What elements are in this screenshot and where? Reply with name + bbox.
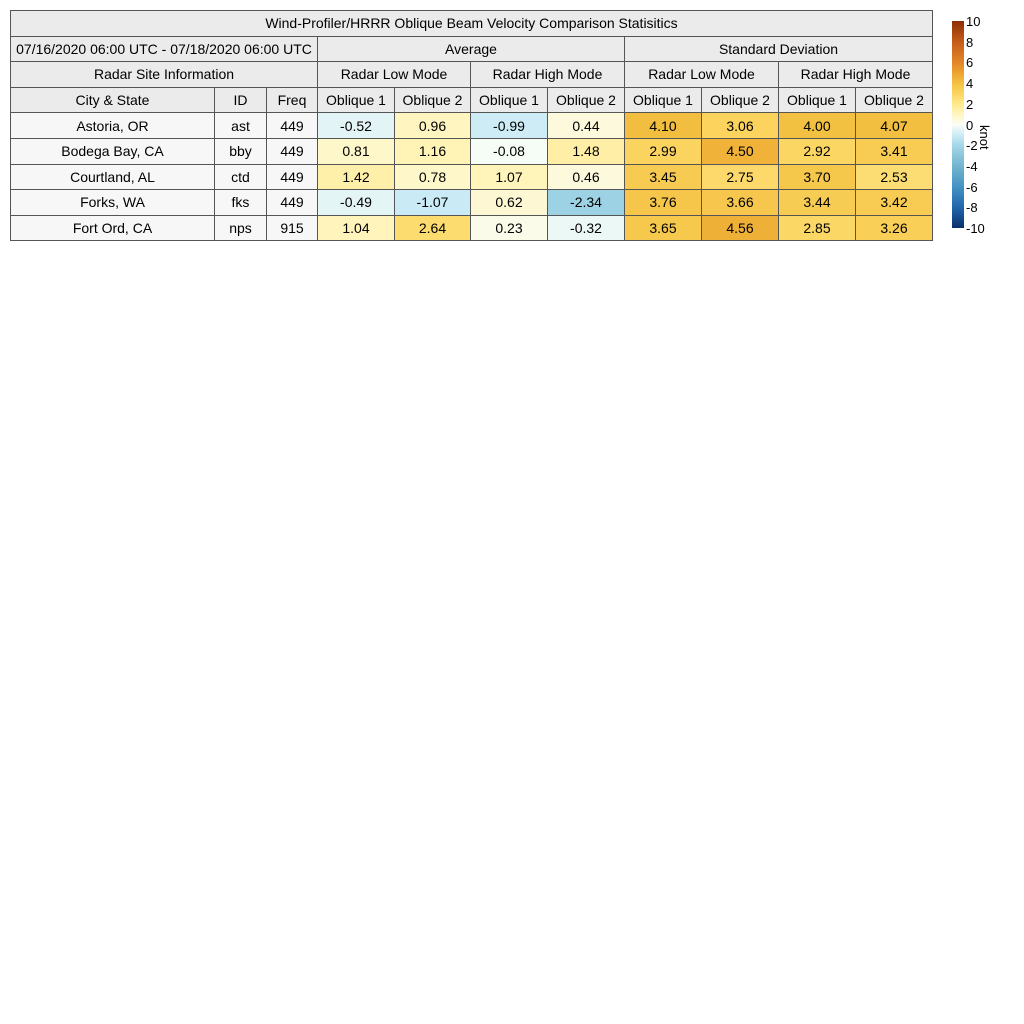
colorbar-tick-label: -6 bbox=[966, 179, 978, 195]
value-cell: 0.62 bbox=[471, 190, 548, 216]
id-cell: bby bbox=[215, 138, 267, 164]
value-cell: 3.06 bbox=[702, 113, 779, 139]
value-cell: 2.75 bbox=[702, 164, 779, 190]
id-cell: fks bbox=[215, 190, 267, 216]
value-cell: -2.34 bbox=[548, 190, 625, 216]
colorbar-tick-label: 0 bbox=[966, 117, 974, 133]
value-cell: 2.53 bbox=[856, 164, 933, 190]
colorbar bbox=[952, 21, 964, 228]
table-row bbox=[11, 138, 933, 164]
date-range: 07/16/2020 06:00 UTC - 07/18/2020 06:00 UTC bbox=[11, 36, 318, 62]
value-cell: 3.66 bbox=[702, 190, 779, 216]
mode-header-row bbox=[11, 62, 933, 88]
colorbar-tick-label: 8 bbox=[966, 34, 974, 50]
colorbar-tick-label: 4 bbox=[966, 76, 974, 92]
value-cell: 3.44 bbox=[779, 190, 856, 216]
value-cell: 4.56 bbox=[702, 215, 779, 241]
freq-cell: 449 bbox=[267, 164, 318, 190]
value-cell: -1.07 bbox=[395, 190, 471, 216]
header-avg-low-oblique-1: Oblique 1 bbox=[318, 87, 395, 113]
colorbar-tick-label: -4 bbox=[966, 158, 978, 174]
header-avg-low-oblique-2: Oblique 2 bbox=[395, 87, 471, 113]
colorbar-tick-label: -2 bbox=[966, 138, 978, 154]
value-cell: 0.23 bbox=[471, 215, 548, 241]
colorbar-tick-label: 2 bbox=[966, 96, 974, 112]
header-average: Average bbox=[318, 36, 625, 62]
header-standard-deviation: Standard Deviation bbox=[625, 36, 933, 62]
colorbar-tick-label: -10 bbox=[966, 221, 985, 236]
value-cell: 3.42 bbox=[856, 190, 933, 216]
table-title: Wind-Profiler/HRRR Oblique Beam Velocity Comparison Statisitics bbox=[11, 11, 933, 37]
header-site-info: Radar Site Information bbox=[11, 62, 318, 88]
city-cell: Forks, WA bbox=[11, 190, 215, 216]
value-cell: 2.64 bbox=[395, 215, 471, 241]
colorbar-tick-label: -8 bbox=[966, 200, 978, 216]
value-cell: -0.08 bbox=[471, 138, 548, 164]
colorbar-tick-label: 10 bbox=[966, 14, 981, 29]
value-cell: 2.85 bbox=[779, 215, 856, 241]
header-std-low-oblique-2: Oblique 2 bbox=[702, 87, 779, 113]
value-cell: 1.42 bbox=[318, 164, 395, 190]
value-cell: 3.45 bbox=[625, 164, 702, 190]
value-cell: 0.96 bbox=[395, 113, 471, 139]
value-cell: 4.50 bbox=[702, 138, 779, 164]
value-cell: 3.65 bbox=[625, 215, 702, 241]
value-cell: -0.32 bbox=[548, 215, 625, 241]
freq-cell: 449 bbox=[267, 113, 318, 139]
value-cell: 3.76 bbox=[625, 190, 702, 216]
header-id: ID bbox=[215, 87, 267, 113]
value-cell: 2.99 bbox=[625, 138, 702, 164]
value-cell: 0.44 bbox=[548, 113, 625, 139]
id-cell: ast bbox=[215, 113, 267, 139]
colorbar-tick-label: 6 bbox=[966, 55, 974, 71]
value-cell: 0.81 bbox=[318, 138, 395, 164]
table-row bbox=[11, 164, 933, 190]
title-row bbox=[11, 11, 933, 37]
value-cell: 4.10 bbox=[625, 113, 702, 139]
colorbar-unit-label: knot bbox=[977, 125, 992, 150]
city-cell: Bodega Bay, CA bbox=[11, 138, 215, 164]
header-std-high-oblique-1: Oblique 1 bbox=[779, 87, 856, 113]
value-cell: -0.52 bbox=[318, 113, 395, 139]
table-row bbox=[11, 190, 933, 216]
stats-table bbox=[10, 10, 933, 241]
value-cell: 3.70 bbox=[779, 164, 856, 190]
column-header-row bbox=[11, 87, 933, 113]
header-std-low-oblique-1: Oblique 1 bbox=[625, 87, 702, 113]
header-std-high-oblique-2: Oblique 2 bbox=[856, 87, 933, 113]
header-freq: Freq bbox=[267, 87, 318, 113]
table-row bbox=[11, 113, 933, 139]
value-cell: 1.04 bbox=[318, 215, 395, 241]
value-cell: 2.92 bbox=[779, 138, 856, 164]
value-cell: 0.46 bbox=[548, 164, 625, 190]
id-cell: nps bbox=[215, 215, 267, 241]
value-cell: 1.16 bbox=[395, 138, 471, 164]
value-cell: 3.41 bbox=[856, 138, 933, 164]
value-cell: 1.07 bbox=[471, 164, 548, 190]
value-cell: 1.48 bbox=[548, 138, 625, 164]
table-body bbox=[11, 11, 933, 241]
header-avg-high-oblique-2: Oblique 2 bbox=[548, 87, 625, 113]
freq-cell: 449 bbox=[267, 190, 318, 216]
freq-cell: 915 bbox=[267, 215, 318, 241]
header-std-low-mode: Radar Low Mode bbox=[625, 62, 779, 88]
value-cell: 4.07 bbox=[856, 113, 933, 139]
city-cell: Astoria, OR bbox=[11, 113, 215, 139]
header-std-high-mode: Radar High Mode bbox=[779, 62, 933, 88]
value-cell: -0.99 bbox=[471, 113, 548, 139]
value-cell: 3.26 bbox=[856, 215, 933, 241]
value-cell: -0.49 bbox=[318, 190, 395, 216]
value-cell: 0.78 bbox=[395, 164, 471, 190]
id-cell: ctd bbox=[215, 164, 267, 190]
header-avg-high-mode: Radar High Mode bbox=[471, 62, 625, 88]
header-city-state: City & State bbox=[11, 87, 215, 113]
group-header-row bbox=[11, 36, 933, 62]
city-cell: Fort Ord, CA bbox=[11, 215, 215, 241]
freq-cell: 449 bbox=[267, 138, 318, 164]
value-cell: 4.00 bbox=[779, 113, 856, 139]
header-avg-low-mode: Radar Low Mode bbox=[318, 62, 471, 88]
table-row bbox=[11, 215, 933, 241]
city-cell: Courtland, AL bbox=[11, 164, 215, 190]
header-avg-high-oblique-1: Oblique 1 bbox=[471, 87, 548, 113]
